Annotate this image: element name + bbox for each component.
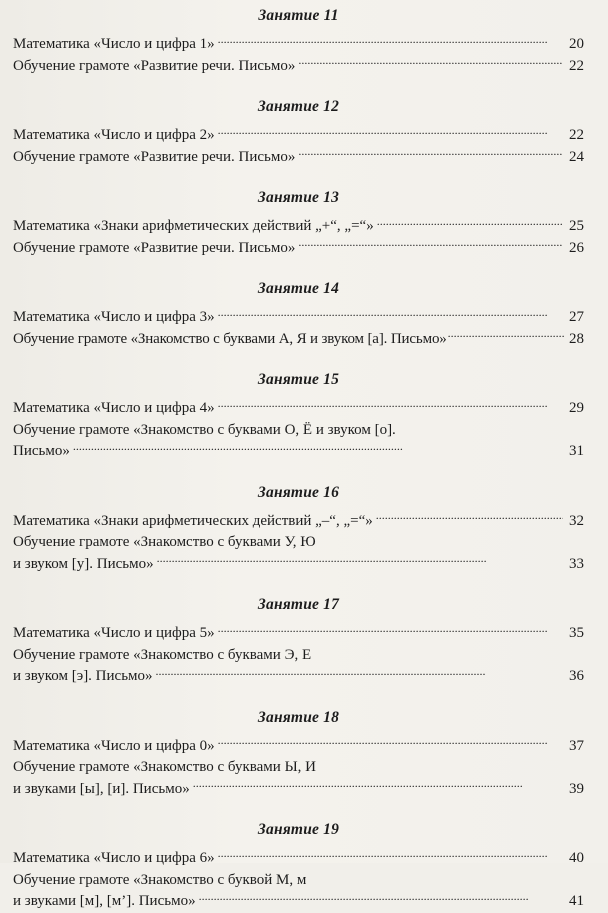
- lesson-title: Занятие 19: [257, 821, 340, 838]
- toc-entry[interactable]: [13, 398, 584, 420]
- dot-leader: [156, 666, 563, 680]
- dot-leader: [218, 307, 563, 321]
- lesson-title: Занятие 11: [258, 7, 339, 24]
- dot-leader: [298, 238, 563, 252]
- page-number: 40: [569, 850, 584, 866]
- page-number: 28: [569, 330, 584, 347]
- toc-entry[interactable]: [13, 623, 584, 645]
- lesson-section: [13, 97, 584, 168]
- dot-leader: [218, 125, 563, 139]
- dot-leader: [218, 848, 563, 862]
- entry-text: Обучение грамоте «Развитие речи. Письмо»: [13, 57, 296, 74]
- entry-text: Математика «Число и цифра 5»: [13, 625, 215, 641]
- toc-entry[interactable]: [13, 329, 584, 351]
- page-number: 31: [569, 443, 584, 459]
- toc-entry[interactable]: [13, 125, 584, 147]
- lesson-title: Занятие 17: [257, 596, 340, 613]
- toc-entry[interactable]: [13, 147, 584, 169]
- page-number: 26: [569, 239, 584, 256]
- page-number: 22: [569, 57, 584, 74]
- toc-entry[interactable]: [13, 238, 584, 260]
- dot-leader: [73, 441, 563, 455]
- lesson-section: [13, 483, 584, 576]
- entry-text: Математика «Знаки арифметических действий „+“, „=“»: [13, 218, 374, 234]
- toc-entry[interactable]: [13, 307, 584, 329]
- entry-text: и звуком [у]. Письмо»: [13, 555, 154, 572]
- dot-leader: [218, 34, 563, 48]
- lesson-section: [13, 708, 584, 801]
- entry-text: Обучение грамоте «Знакомство с буквами Э, Е: [13, 646, 312, 663]
- entry-text: Письмо»: [13, 443, 70, 459]
- page-number: 24: [569, 148, 584, 165]
- entry-text: Математика «Число и цифра 1»: [13, 36, 215, 52]
- lesson-section: [13, 6, 584, 77]
- entry-text: Обучение грамоте «Развитие речи. Письмо»: [13, 239, 296, 256]
- lesson-section: [13, 370, 584, 463]
- toc-entry[interactable]: [13, 511, 584, 533]
- toc-entry[interactable]: [13, 848, 584, 870]
- lesson-title: Занятие 16: [257, 483, 340, 501]
- dot-leader: [199, 891, 563, 905]
- dot-leader: [298, 56, 563, 70]
- entry-text: Математика «Число и цифра 2»: [13, 127, 215, 143]
- lesson-title: Занятие 18: [257, 708, 340, 726]
- entry-text: Обучение грамоте «Знакомство с буквами О, Ё и звуком [о].: [13, 421, 396, 438]
- toc-entry[interactable]: [13, 216, 584, 238]
- lesson-title: Занятие 12: [257, 98, 340, 115]
- page-number: 37: [569, 737, 584, 754]
- page-number: 36: [569, 668, 584, 684]
- page-number: 20: [569, 36, 584, 52]
- toc-entry[interactable]: [13, 645, 584, 688]
- lesson-section: [13, 595, 584, 688]
- toc-entry[interactable]: [13, 736, 584, 758]
- dot-leader: [218, 398, 563, 412]
- entry-text: Обучение грамоте «Знакомство с буквами Ы, И: [13, 759, 316, 775]
- lesson-title: Занятие 15: [257, 371, 340, 388]
- lesson-section: [13, 820, 584, 913]
- lesson-section: [13, 279, 584, 350]
- toc-entry[interactable]: [13, 870, 584, 913]
- entry-text: Математика «Число и цифра 0»: [13, 737, 215, 754]
- entry-text: Математика «Число и цифра 3»: [13, 309, 215, 325]
- toc-entry[interactable]: [13, 420, 584, 463]
- dot-leader: [218, 736, 563, 750]
- toc-entry[interactable]: [13, 532, 584, 575]
- entry-text: и звуками [ы], [и]. Письмо»: [13, 780, 190, 797]
- entry-text: Математика «Число и цифра 6»: [13, 850, 215, 866]
- dot-leader: [377, 216, 563, 230]
- entry-text: Обучение грамоте «Знакомство с буквами А, Я и звуком [а]. Письмо»: [13, 330, 447, 347]
- lesson-title: Занятие 14: [257, 280, 340, 297]
- dot-leader: [193, 779, 563, 793]
- entry-text: Обучение грамоте «Знакомство с буквами У, Ю: [13, 534, 316, 550]
- dot-leader: [157, 554, 563, 568]
- entry-text: и звуком [э]. Письмо»: [13, 668, 153, 684]
- page-number: 35: [569, 625, 584, 641]
- entry-text: Обучение грамоте «Знакомство с буквой М, м: [13, 871, 307, 888]
- page-number: 25: [569, 218, 584, 234]
- dot-leader: [376, 511, 563, 525]
- toc-entry[interactable]: [13, 34, 584, 56]
- dot-leader: [218, 623, 563, 637]
- page-number: 41: [569, 893, 584, 909]
- lesson-title: Занятие 13: [257, 189, 340, 206]
- entry-text: Обучение грамоте «Развитие речи. Письмо»: [13, 148, 296, 165]
- entry-text: Математика «Знаки арифметических действий „–“, „=“»: [13, 512, 373, 529]
- entry-text: и звуками [м], [м’]. Письмо»: [13, 893, 196, 909]
- toc-entry[interactable]: [13, 757, 584, 800]
- page-number: 27: [569, 309, 584, 325]
- page-number: 33: [569, 555, 584, 572]
- lesson-section: [13, 188, 584, 259]
- page-number: 29: [569, 400, 584, 416]
- toc-entry[interactable]: [13, 56, 584, 78]
- page-number: 32: [569, 512, 584, 529]
- entry-text: Математика «Число и цифра 4»: [13, 400, 215, 416]
- page-number: 22: [569, 127, 584, 143]
- dot-leader: [448, 329, 565, 343]
- page-number: 39: [569, 780, 584, 797]
- dot-leader: [298, 147, 563, 161]
